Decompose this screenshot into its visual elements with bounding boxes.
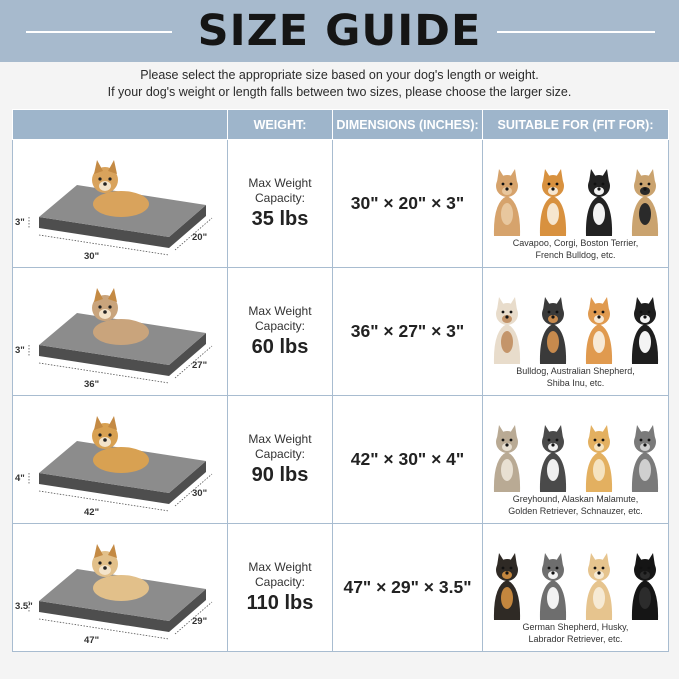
width-label: 30" [192,488,208,499]
height-label: 3.5" [15,601,33,612]
table-row [13,268,669,396]
dog-bed-illustration [13,396,228,523]
dimensions-value: 42" × 30" × 4" [350,449,465,469]
breed-dog-icon [494,297,520,364]
table-row [13,524,669,652]
breed-dog-icon [540,169,566,236]
breed-dog-icon [586,425,612,492]
suitable-cell [483,268,669,396]
table-row [13,140,669,268]
title-banner [0,0,679,62]
weight-capacity-label: Max Weight Capacity: [248,560,312,589]
breed-dog-icon [540,425,566,492]
size-table [12,109,669,652]
width-label: 27" [192,360,208,371]
breed-dog-icon [586,169,612,236]
header-cell-image [13,110,228,140]
breeds-text [487,365,664,389]
weight-capacity-label: Max Weight Capacity: [248,432,312,461]
breed-dog-icon [632,425,658,492]
header-cell-dimensions: DIMENSIONS (INCHES): [333,110,483,140]
weight-cell [228,140,333,268]
breed-dog-icon [586,297,612,364]
intro-line-1: Please select the appropriate size based on your dog's length or weight. [140,68,539,82]
breeds-text [487,237,664,261]
breed-photos [483,546,669,626]
length-label: 47" [84,635,100,646]
dimensions-cell [333,524,483,652]
suitable-cell [483,140,669,268]
intro-line-2: If your dog's weight or length falls between two sizes, please choose the larger size. [107,85,572,99]
width-label: 29" [192,616,208,627]
dog-icon [92,160,149,217]
weight-cell [228,268,333,396]
weight-cell [228,396,333,524]
breed-photos [483,418,669,498]
breeds-line-1: German Shepherd, Husky, [522,622,629,632]
height-label: 3" [15,345,25,356]
header-cell-suitable: SUITABLE FOR (FIT FOR): [483,110,669,140]
dimensions-cell [333,140,483,268]
table-row [13,396,669,524]
dog-bed-illustration [13,524,228,651]
breed-dog-icon [632,297,658,364]
dog-icon [92,288,149,345]
dog-bed-illustration [13,140,228,267]
suitable-cell [483,524,669,652]
dog-icon [92,416,149,473]
weight-value: 35 lbs [251,208,309,230]
dimensions-cell [333,396,483,524]
breed-dog-icon [540,553,566,620]
bed-image-cell [13,524,228,652]
breed-photos [483,290,669,370]
weight-value: 60 lbs [251,336,309,358]
breeds-text [487,621,664,645]
height-label: 4" [15,473,25,484]
length-label: 30" [84,251,100,262]
bed-image-cell [13,396,228,524]
height-label: 3" [15,217,25,228]
dimensions-cell [333,268,483,396]
breeds-line-1: Bulldog, Australian Shepherd, [516,366,635,376]
weight-cell [228,524,333,652]
breed-dog-icon [586,553,612,620]
table-header-row [13,110,669,140]
breeds-line-2: French Bulldog, etc. [535,250,616,260]
dimensions-value: 36" × 27" × 3" [350,321,465,341]
bed-image-cell [13,140,228,268]
breeds-line-1: Greyhound, Alaskan Malamute, [512,494,639,504]
bed-image-cell [13,268,228,396]
breed-dog-icon [494,553,520,620]
breeds-line-1: Cavapoo, Corgi, Boston Terrier, [512,238,639,248]
breed-dog-icon [494,169,520,236]
weight-value: 110 lbs [246,592,314,614]
breeds-line-2: Shiba Inu, etc. [546,378,605,388]
dog-icon [92,544,149,601]
suitable-cell [483,396,669,524]
breeds-text [487,493,664,517]
weight-capacity-label: Max Weight Capacity: [248,176,312,205]
breed-photos [483,162,669,242]
dimensions-value: 47" × 29" × 3.5" [343,577,472,597]
header-cell-weight: WEIGHT: [228,110,333,140]
breed-dog-icon [632,553,658,620]
breed-dog-icon [632,169,658,236]
weight-capacity-label: Max Weight Capacity: [248,304,312,333]
breeds-line-2: Golden Retriever, Schnauzer, etc. [508,506,643,516]
width-label: 20" [192,232,208,243]
length-label: 42" [84,507,100,518]
dimensions-value: 30" × 20" × 3" [350,193,465,213]
breed-dog-icon [540,297,566,364]
breeds-line-2: Labrador Retriever, etc. [528,634,623,644]
page-title: SIZE GUIDE [197,6,482,56]
weight-value: 90 lbs [251,464,309,486]
breed-dog-icon [494,425,520,492]
length-label: 36" [84,379,100,390]
dog-bed-illustration [13,268,228,395]
